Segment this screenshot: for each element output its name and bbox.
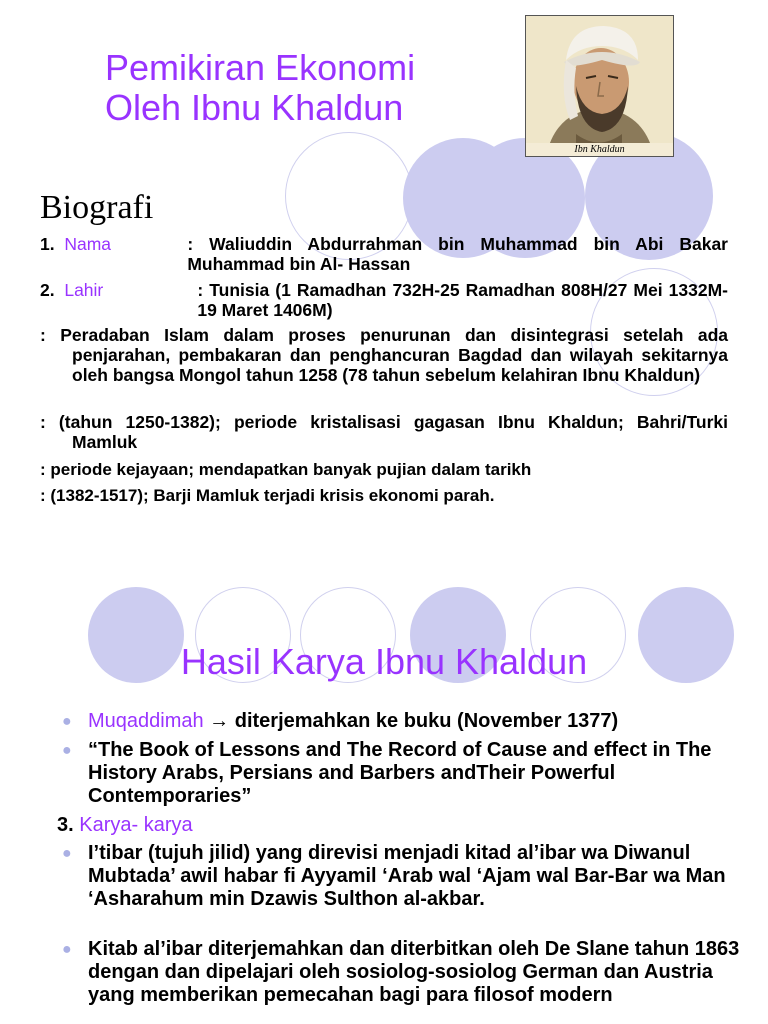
slide-title	[105, 48, 525, 128]
item-text: : Tunisia (1 Ramadhan 732H-25 Ramadhan 808H/27 Mei 1332M-19 Maret 1406M)	[197, 280, 728, 320]
bullet-icon: ●	[62, 845, 72, 862]
slide-hasil-karya	[0, 512, 768, 1024]
title-line-2: Oleh Ibnu Khaldun	[105, 87, 404, 128]
section-heading: Biografi	[40, 189, 154, 226]
bio-item	[40, 280, 728, 320]
numbered-item	[57, 814, 742, 837]
list-item	[62, 739, 742, 808]
bio-paragraph	[40, 325, 728, 385]
work-title: Muqaddimah	[88, 710, 204, 732]
list-item	[62, 842, 742, 911]
bio-paragraph	[40, 486, 728, 506]
item-number: 1.	[40, 234, 55, 254]
bullet-icon: ●	[62, 742, 72, 759]
list-item	[62, 938, 742, 1007]
item-label: Lahir	[64, 280, 104, 300]
item-number: 2.	[40, 280, 55, 300]
portrait-illustration	[526, 16, 673, 156]
list-text: Kitab al’ibar diterjemahkan dan diterbitkan oleh De Slane tahun 1863 dengan dan dipelajari oleh sosiolog-sosiolog German dan Austria yang memberikan pemecahan bagi para filosof modern	[88, 938, 740, 1006]
item-number: 3.	[57, 814, 74, 836]
bio-paragraph	[40, 460, 728, 480]
bio-paragraph	[40, 412, 728, 452]
list-text: → diterjemahkan ke buku (November 1377)	[203, 710, 619, 732]
bullet-icon: ●	[62, 713, 72, 730]
paragraph-text: : (1382-1517); Barji Mamluk terjadi krisis ekonomi parah.	[40, 486, 495, 505]
list-text: “The Book of Lessons and The Record of Cause and effect in The History Arabs, Persians and Barbers andTheir Powerful Contemporaries”	[88, 739, 712, 807]
item-label: Nama	[64, 234, 112, 254]
paragraph-text: : Peradaban Islam dalam proses penurunan dan disintegrasi setelah ada penjarahan, pembakaran dan penghancuran Bagdad dan wilayah sekitarnya oleh bangsa Mongol tahun 1258 (78 tahun sebelum kelahiran Ibnu Khaldun)	[40, 325, 728, 385]
bullet-icon: ●	[62, 941, 72, 958]
portrait-caption: Ibn Khaldun	[526, 143, 673, 156]
paragraph-text: : periode kejayaan; mendapatkan banyak pujian dalam tarikh	[40, 460, 532, 479]
portrait-image	[525, 15, 674, 157]
paragraph-text: : (tahun 1250-1382); periode kristalisasi gagasan Ibnu Khaldun; Bahri/Turki Mamluk	[40, 412, 728, 452]
item-text: : Waliuddin Abdurrahman bin Muhammad bin Abi Bakar Muhammad bin Al- Hassan	[187, 234, 728, 274]
item-label: Karya- karya	[79, 814, 193, 836]
list-text: I’tibar (tujuh jilid) yang direvisi menjadi kitad al’ibar wa Diwanul Mubtada’ awil habar fi Ayyamil ‘Arab wal ‘Ajam wal Bar-Bar wa Man ‘Asharahum min Dzawis Sulthon al-akbar.	[88, 842, 726, 910]
list-item	[62, 710, 742, 733]
bio-item	[40, 234, 728, 274]
title-line-1: Pemikiran Ekonomi	[105, 47, 416, 88]
slide-title: Hasil Karya Ibnu Khaldun	[180, 641, 588, 682]
